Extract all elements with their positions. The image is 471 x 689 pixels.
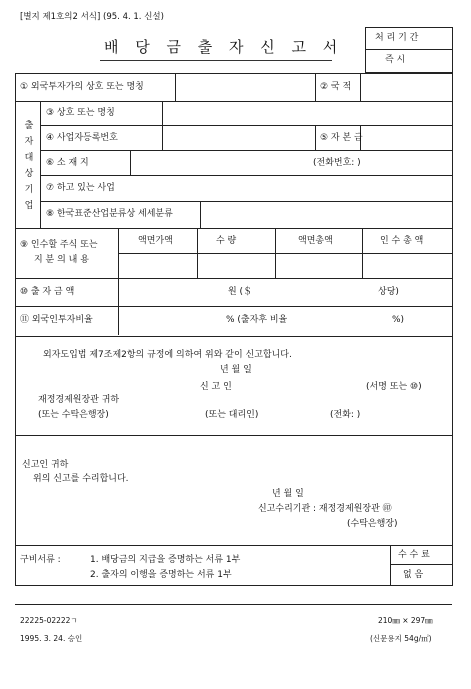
company-name-label: ③ 상호 또는 명칭 [46,108,115,118]
attachment-item-2: 2. 출자의 이행을 증명하는 서류 1부 [90,570,232,580]
capital-label: ⑤ 자 본 금 [320,133,363,143]
receipt-date: 년 월 일 [272,489,304,499]
attachment-item-1: 1. 배당금의 지급을 증명하는 서류 1부 [90,555,241,565]
declaration-phone: (전화: ) [330,410,361,420]
address-label: ⑥ 소 재 지 [46,158,89,168]
address-phone: (전화번호: ) [313,158,361,168]
shares-header-face-value: 액면가액 [138,236,173,246]
declaration-addressee-bank: (또는 수탁은행장) [38,410,109,420]
footer-paper-size: 210㎜ × 297㎜ [378,616,433,625]
receipt-authority: 신고수리기관 : 재정경제원장관 ㊞ [258,504,392,514]
footer-paper-type: (신문용지 54g/㎡) [370,634,432,643]
declaration-date: 년 월 일 [220,365,252,375]
declaration-text: 외자도입법 제7조제2항의 규정에 의하여 위와 같이 신고합니다. [43,350,292,360]
company-side-label: 출 자 대 상 기 업 [24,121,34,211]
shares-header-total-acquired: 인 수 총 액 [380,236,424,246]
business-label: ⑦ 하고 있는 사업 [46,183,115,193]
attachments-section [15,545,453,586]
processing-period-value: 즉 시 [385,55,406,65]
footer-approval: 1995. 3. 24. 승인 [20,634,83,643]
nationality-label: ② 국 적 [320,82,352,92]
receipt-section [15,435,453,546]
fee-value: 없 음 [403,570,424,580]
investment-amount-label: ⑩ 출 자 금 액 [20,287,75,297]
fee-label: 수 수 료 [398,550,430,560]
shares-header-quantity: 수 량 [216,236,237,246]
foreign-ratio-pct: % (출자후 비율 [226,315,288,325]
industry-code-label: ⑧ 한국표준산업분류상 세세분류 [46,209,173,219]
business-reg-label: ④ 사업자등록번호 [46,133,118,143]
declaration-addressee: 재정경제원장관 귀하 [38,395,120,405]
receipt-addressee: 신고인 귀하 [22,460,69,470]
foreign-ratio-label: ⑪ 외국인투자비율 [20,315,93,325]
form-number: [별지 제1호의2 서식] (95. 4. 1. 신설) [20,12,164,22]
declarant-label: 신 고 인 [200,382,232,392]
declarant-signature: (서명 또는 ⑩) [366,382,422,392]
receipt-authority-bank: (수탁은행장) [347,519,398,529]
investment-amount-equiv: 상당) [378,287,399,297]
title-underline [100,60,332,61]
processing-period-label: 처 리 기 간 [375,33,419,43]
investment-amount-won: 원 (＄ [228,287,253,297]
foreign-ratio-pct2: %) [392,315,405,325]
shares-label-line2: 지 분 의 내 용 [34,255,89,265]
investor-name-label: ① 외국투자가의 상호 또는 명칭 [20,82,144,92]
shares-label-line1: ⑨ 인수할 주식 또는 [20,240,98,250]
attachments-label: 구비서류 : [20,555,61,565]
footer-form-code: 22225-02222ㄱ [20,616,78,625]
shares-header-total-face: 액면총액 [298,236,333,246]
declaration-agent: (또는 대리인) [205,410,259,420]
form-title: 배 당 금 출 자 신 고 서 [104,38,344,56]
receipt-accepted-text: 위의 신고를 수리합니다. [33,474,129,484]
